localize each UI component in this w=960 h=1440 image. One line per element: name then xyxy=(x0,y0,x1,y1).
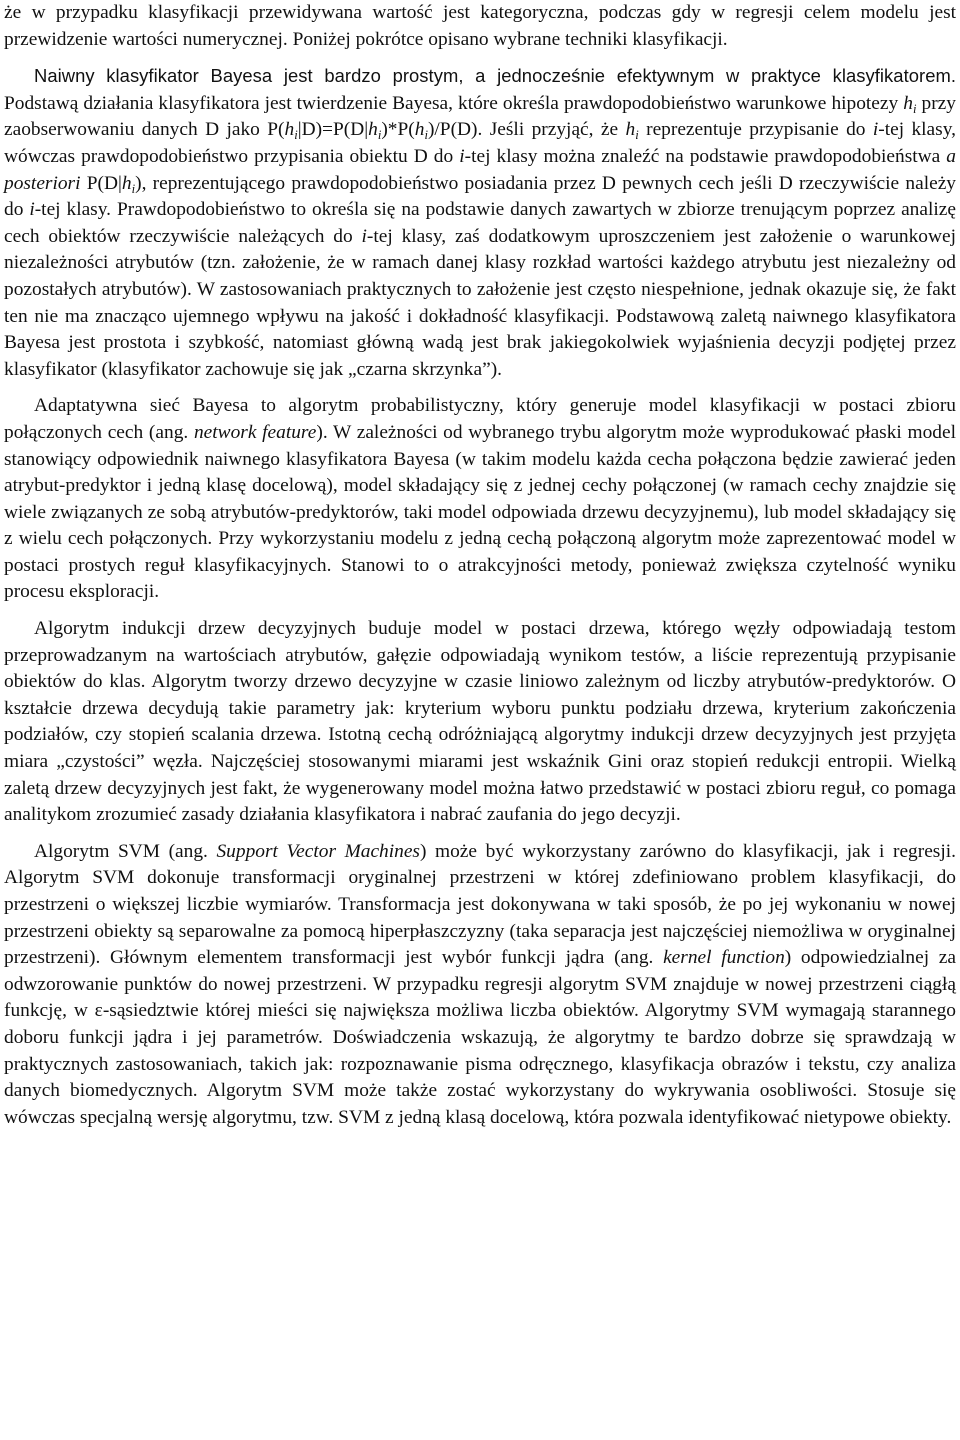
math-h: h xyxy=(625,119,636,141)
math-i: i xyxy=(872,119,879,141)
math-subscript-i: i xyxy=(424,128,428,143)
text-run: ) odpowiedzialnej za odwzorowanie punktów do nowej przestrzeni. W przypadku regresji algorytm SVM znajduje w nowej przestrzeni ciągłą funkcję, w ε-sąsiedztwie której mieści się największa możliwa liczba obiektów. Algorytmy SVM wymagają starannego doboru funkcji jądra i jej parametrów. Doświadczenia wskazują, że algorytmy te bardzo dobrze się sprawdzają w praktycznych zastosowaniach, takich jak: rozpoznawanie pisma odręcznego, klasyfikacja obrazów i tekstu, czy analiza danych biomedycznych. Algorytm SVM może także zostać wykorzystany do wykrywania osobliwości. Stosuje się wówczas specjalną wersję algorytmu, tzw. SVM z jedną klasą docelową, która pozwala identyfikować nietypowe obiekty. xyxy=(4,947,956,1128)
paragraph-svm xyxy=(4,839,956,1132)
paragraph-text: Algorytm indukcji drzew decyzyjnych buduje model w postaci drzewa, którego węzły odpowiadają testom przeprowadzanym na wartościach atrybutów, gałęzie odpowiadają wynikom testów, a liście reprezentują przypisanie obiektów do klas. Algorytm tworzy drzewo decyzyjne w czasie liniowo zależnym od liczby atrybutów-predyktorów. O kształcie drzewa decydują takie parametry jak: kryterium wyboru punktu podziału drzewa, kryterium zakończenia podziałów, czy stopień scalania drzewa. Istotną cechą odróżniającą algorytmy indukcji drzew decyzyjnych jest przyjęta miara „czystości” węzła. Najczęściej stosowanymi miarami jest wskaźnik Gini oraz stopień redukcji entropii. Wielką zaletą drzew decyzyjnych jest fakt, że wygenerowany model można łatwo przedstawić w postaci zbioru reguł, co pomaga analitykom zrozumieć zasady działania klasyfikatora i nabrać zaufania do jego decyzji. xyxy=(4,618,956,826)
math-h: h xyxy=(121,172,132,194)
emphasis-kernel-function: kernel function xyxy=(663,947,785,969)
text-run: Podstawą działania klasyfikatora jest twierdzenie Bayesa, które określa prawdopodobieństwo warunkowe hipotezy xyxy=(4,92,904,114)
text-run: |D)=P(D| xyxy=(297,119,369,141)
text-run: )*P( xyxy=(381,119,415,141)
math-subscript-i: i xyxy=(912,101,917,116)
paragraph-lead-sentence: Naiwny klasyfikator Bayesa jest bardzo prostym, a jednocześnie efektywnym w praktyce klasyfikatorem. xyxy=(34,65,956,87)
paragraph-decision-trees xyxy=(4,616,956,829)
math-i: i xyxy=(29,199,35,221)
emphasis-a-posteriori: a posteriori xyxy=(4,145,956,194)
paragraph-naive-bayes xyxy=(4,63,956,383)
math-subscript-i: i xyxy=(635,128,639,143)
paragraph-text: że w przypadku klasyfikacji przewidywana wartość jest kategoryczna, podczas gdy w regresji celem modelu jest przewidzenie wartości numerycznej. Poniżej pokrótce opisano wybrane techniki klasyfikacji. xyxy=(4,2,956,50)
text-run: -tej klasy, zaś dodatkowym uproszczeniem jest założenie o warunkowej niezależności atrybutów (tzn. założenie, że w ramach danej klasy rozkład wartości każdego atrybutu jest niezależny od pozostałych atrybutów). W zastosowaniach praktycznych to założenie jest często niespełnione, jednak okazuje się, że fakt ten nie ma znacząco ujemnego wpływu na jakość i dokładność klasyfikacji. Podstawową zaletą naiwnego klasyfikatora Bayesa jest prostota i szybkość, natomiast główną wadą jest brak jakiegokolwiek wyjaśnienia decyzji podjętej przez klasyfikator (klasyfikator zachowuje się jak „czarna skrzynka”). xyxy=(4,225,956,380)
math-subscript-i: i xyxy=(377,128,382,143)
text-run: ). W zależności od wybranego trybu algorytm może wyprodukować płaski model stanowiący odpowiednik naiwnego klasyfikatora Bayesa (w takim modelu każda cecha połączona będzie zawierać jeden atrybut-predyktor i jedną klasę docelową), model składający się z jednej cechy połączonej (w ramach cechy znajdzie się wiele związanych ze sobą atrybutów-predyktorów, taki model odpowiada drzewu decyzyjnemu), lub model składający się z wielu cech połączonych. Przy wykorzystaniu modelu z jedną cechą połączoną algorytm może zaprezentować model w postaci prostych reguł klasyfikacyjnych. Stanowi to o atrakcyjności metody, ponieważ zwiększa czytelność wyniku procesu eksploracji. xyxy=(4,421,956,603)
emphasis-support-vector-machines: Support Vector Machines xyxy=(216,840,420,862)
math-i: i xyxy=(361,225,367,247)
text-run: -tej klasy. Prawdopodobieństwo to określa się na podstawie danych zawartych w zbiorze trenującym poprzez analizę cech obiektów rzeczywiście należących do xyxy=(4,199,956,247)
text-run: Adaptatywna sieć Bayesa to algorytm probabilistyczny, który generuje model klasyfikacji w postaci zbioru połączonych cech (ang. xyxy=(4,395,956,443)
math-subscript-i: i xyxy=(131,181,136,196)
math-i: i xyxy=(459,145,465,167)
math-h: h xyxy=(368,119,378,141)
emphasis-network-feature: network feature xyxy=(193,421,317,443)
text-run: ), reprezentującego prawdopodobieństwo posiadania przez D pewnych cech jeśli D rzeczywiście należy do xyxy=(4,172,956,221)
math-subscript-i: i xyxy=(294,128,298,143)
text-run: reprezentuje przypisanie do xyxy=(638,119,873,141)
paragraph-intro-continuation xyxy=(4,0,956,53)
text-run: -tej klasy, wówczas prawdopodobieństwo przypisania obiektu D do xyxy=(4,119,956,167)
document-page xyxy=(4,0,956,1440)
text-run: P(D| xyxy=(80,172,122,194)
paragraph-bayes-network xyxy=(4,393,956,606)
text-run: )/P(D). Jeśli przyjąć, że xyxy=(427,119,626,141)
text-run: -tej klasy można znaleźć na podstawie prawdopodobieństwa xyxy=(464,145,947,167)
math-h: h xyxy=(903,92,913,114)
text-run: Algorytm SVM (ang. xyxy=(34,840,217,862)
math-h: h xyxy=(414,119,425,141)
math-h: h xyxy=(284,119,295,141)
text-run: ) może być wykorzystany zarówno do klasyfikacji, jak i regresji. Algorytm SVM dokonuje transformacji oryginalnej przestrzeni w której zdefiniowano problem klasyfikacji, do przestrzeni o większej liczbie wymiarów. Transformacja jest dokonywana w taki sposób, że po jej wykonaniu w nowej przestrzeni obiekty są separowalne za pomocą hiperpłaszczyzny (taka separacja jest najczęściej niemożliwa w oryginalnej przestrzeni). Głównym elementem transformacji jest wybór funkcji jądra (ang. xyxy=(4,840,956,969)
text-run: przy zaobserwowaniu danych D jako P( xyxy=(4,92,956,141)
